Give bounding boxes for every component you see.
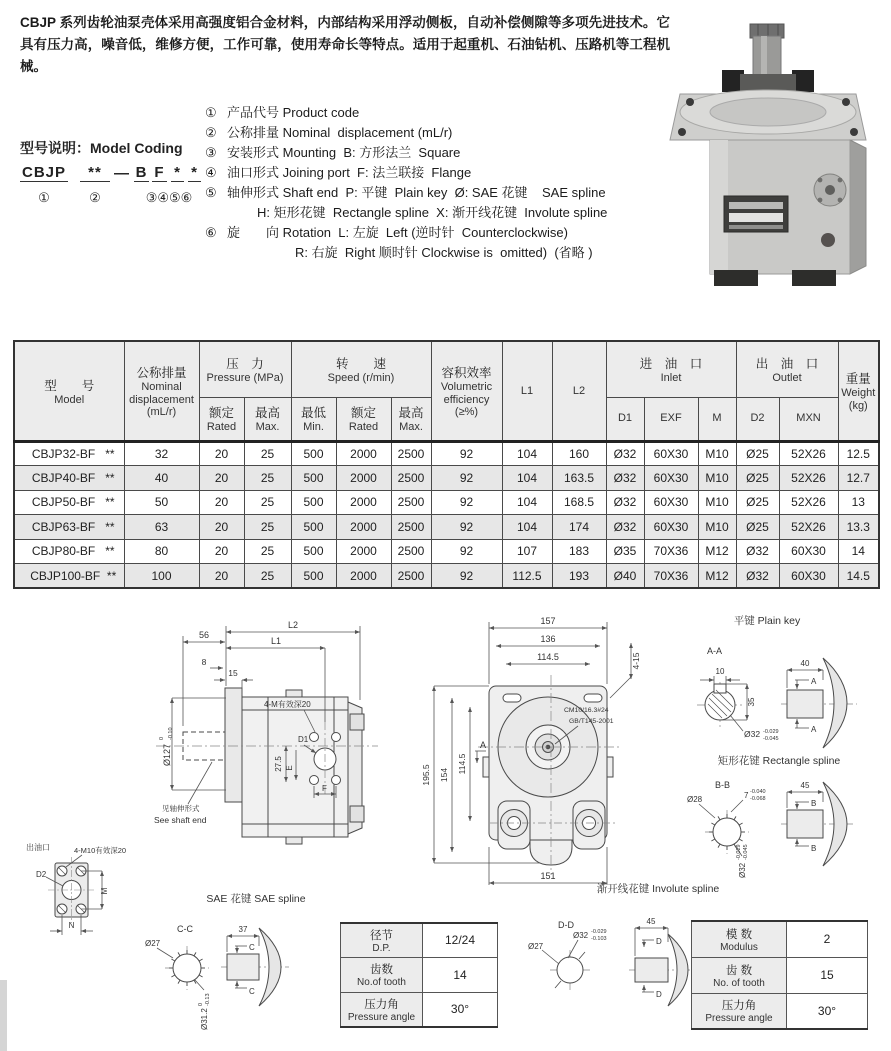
col-displacement: 公称排量 Nominal displacement (mL/r)	[124, 341, 199, 441]
dim-label: E	[285, 765, 294, 771]
code-part: **	[80, 164, 110, 182]
dim-label: Ø28	[687, 795, 703, 804]
tolerance-label: -0.045	[763, 736, 779, 742]
plain-key-title: 平键 Plain key	[733, 615, 801, 627]
sae-spline-table-container	[340, 922, 498, 1028]
center-spec: GB/T145-2001	[569, 718, 614, 725]
involute-spline-table-container	[691, 920, 868, 1030]
tolerance-label: -0.103	[591, 936, 607, 942]
legend-text: 油口形式 Joining port F: 法兰联接 Flange	[227, 165, 472, 180]
dim-label: 45	[646, 917, 656, 926]
dim-label: Ø32	[744, 729, 761, 739]
tolerance-label: -0.029	[591, 929, 607, 935]
legend-text: R: 右旋 Right 顺时针 Clockwise is omitted) (省略 )	[295, 245, 593, 260]
digit-group: ①	[38, 190, 50, 205]
table-row: CBJP40-BF ** 40 20 25 500 2000 2500 92 104 163.5 Ø32 60X30 M10 Ø25 52X26 12.7	[14, 466, 879, 491]
table-row: 压力角 Pressure angle 30°	[341, 992, 498, 1027]
dim-label: L2	[287, 620, 299, 630]
spec-table-header	[14, 341, 879, 441]
col-speed-min: 最低 Min.	[291, 397, 336, 441]
legend-item	[205, 123, 607, 143]
section-mark: A	[811, 725, 817, 734]
col-inlet: 进 油 口 Inlet	[606, 341, 736, 397]
model-coding-legend	[205, 103, 607, 263]
section-mark: D	[656, 990, 662, 999]
col-l1: L1	[502, 341, 552, 441]
legend-num: ⑥	[205, 225, 217, 240]
section-mark: C	[249, 987, 255, 996]
dim-label: Ø32	[738, 862, 747, 878]
col-speed-max: 最高 Max.	[391, 397, 431, 441]
dim-label: 56	[198, 630, 210, 640]
col-speed: 转 速 Speed (r/min)	[291, 341, 431, 397]
section-label: D-D	[558, 920, 574, 930]
drawing-front-view	[420, 595, 715, 895]
tolerance-label: 0	[198, 1002, 204, 1006]
table-row: CBJP50-BF ** 50 20 25 500 2000 2500 92 104 168.5 Ø32 60X30 M10 Ø25 52X26 13	[14, 490, 879, 515]
legend-num: ⑤	[205, 185, 217, 200]
dim-label: 45	[800, 781, 810, 790]
drawing-involute-spline	[518, 880, 720, 1050]
dim-label: 8	[201, 657, 207, 667]
col-pressure-rated: 额定 Rated	[199, 397, 244, 441]
tolerance-label: -0.029	[763, 729, 779, 735]
model-code	[20, 164, 201, 182]
dim-label: M	[100, 887, 109, 895]
port-thread-label: 4-M有效深20	[264, 700, 311, 709]
dim-label: N	[68, 921, 75, 930]
center-spec: CM10/16.3#24	[564, 707, 609, 714]
section-mark: B	[811, 799, 817, 808]
col-speed-rated: 额定 Rated	[336, 397, 391, 441]
scan-edge-artifact	[0, 980, 7, 1051]
bolt-spec-label: 4-M10有效深20	[74, 846, 127, 855]
section-mark: A	[480, 740, 487, 750]
table-row: 齿数 No.of tooth 14	[341, 957, 498, 992]
table-row: CBJP100-BF ** 100 20 25 500 2000 2500 92 112.5 193 Ø40 70X36 M12 Ø32 60X30 14.5	[14, 564, 879, 589]
legend-text: 轴伸形式 Shaft end P: 平键 Plain key Ø: SAE 花键 SAE spline	[227, 185, 606, 200]
tolerance-label: -0.040	[750, 789, 766, 795]
product-photo	[652, 18, 884, 290]
model-code-digits	[20, 190, 204, 206]
col-model: 型 号 Model	[14, 341, 124, 441]
legend-item	[205, 143, 607, 163]
involute-spline-title: 渐开线花键 Involute spline	[596, 883, 720, 895]
dim-label: Ø27	[145, 939, 161, 948]
tolerance-label: -0.029	[736, 844, 742, 860]
dim-label: 7	[744, 791, 749, 800]
dim-label: 40	[800, 659, 810, 668]
dim-label: 37	[238, 925, 248, 934]
col-l2: L2	[552, 341, 606, 441]
legend-text: 旋 向 Rotation L: 左旋 Left (逆时针 Counterclockwise)	[227, 225, 568, 240]
dim-label: 154	[439, 767, 449, 783]
section-mark: C	[249, 943, 255, 952]
legend-item	[205, 163, 607, 183]
col-weight: 重量 Weight (kg)	[838, 341, 879, 441]
dim-label: 151	[540, 871, 556, 881]
col-exf: EXF	[644, 397, 698, 441]
dim-label: F	[322, 784, 327, 793]
col-efficiency: 容积效率 Volumetric efficiency (≥%)	[431, 341, 502, 441]
legend-item-cont	[205, 203, 607, 223]
dim-label: 136	[540, 634, 556, 644]
legend-text: 公称排量 Nominal displacement (mL/r)	[227, 125, 453, 140]
digit-group: ②	[89, 190, 101, 205]
table-row: CBJP63-BF ** 63 20 25 500 2000 2500 92 104 174 Ø32 60X30 M10 Ø25 52X26 13.3	[14, 515, 879, 540]
table-row: 径节 D.P. 12/24	[341, 923, 498, 957]
col-pressure-max: 最高 Max.	[244, 397, 291, 441]
sae-spline-title: SAE 花键 SAE spline	[206, 893, 306, 905]
dim-label: 114.5	[457, 753, 467, 775]
section-mark: D	[656, 937, 662, 946]
section-label: A-A	[707, 646, 723, 656]
legend-num: ②	[205, 125, 217, 140]
dim-label: 10	[715, 667, 725, 676]
section-mark: A	[811, 677, 817, 686]
code-part: *	[188, 164, 201, 182]
section-label: C-C	[177, 924, 193, 934]
section-label: B-B	[715, 780, 731, 790]
digit-group: ③④⑤⑥	[145, 190, 193, 205]
dim-label: Ø32	[573, 931, 589, 940]
section-mark: B	[811, 844, 817, 853]
legend-item	[205, 103, 607, 123]
tolerance-label: 0	[159, 736, 165, 740]
legend-num: ①	[205, 105, 217, 120]
legend-text: 安装形式 Mounting B: 方形法兰 Square	[227, 145, 461, 160]
spec-table-body	[14, 441, 879, 588]
code-part: CBJP	[21, 164, 66, 181]
table-row: 齿 数 No. of tooth 15	[692, 957, 868, 993]
rect-spline-title: 矩形花键 Rectangle spline	[717, 755, 841, 767]
tolerance-label: -0.068	[750, 796, 766, 802]
tolerance-label: -0.13	[205, 993, 211, 1006]
spec-table-container	[13, 340, 880, 589]
col-d1: D1	[606, 397, 644, 441]
dim-label: 15	[228, 668, 238, 678]
dim-label: 114.5	[537, 652, 559, 662]
dim-label: 157	[540, 616, 556, 626]
dim-label: Ø127	[162, 743, 172, 766]
outlet-port-title: 出油口	[26, 843, 50, 852]
drawing-sae-spline	[143, 888, 348, 1048]
col-outlet: 出 油 口 Outlet	[736, 341, 838, 397]
shaft-note-cn: 见轴伸形式	[162, 804, 200, 813]
legend-text: 产品代号 Product code	[227, 105, 360, 120]
legend-item	[205, 183, 607, 203]
legend-item	[205, 223, 607, 243]
sae-spline-table	[340, 922, 498, 1028]
code-part: *	[171, 164, 184, 182]
code-part: F	[152, 164, 167, 182]
dim-label: 35	[747, 697, 756, 707]
dim-label: D2	[36, 870, 47, 879]
dim-label: Ø31.2	[200, 1008, 209, 1030]
tolerance-label: -0.10	[168, 727, 174, 740]
dim-label: 27.5	[274, 756, 283, 772]
table-row: 压力角 Pressure angle 30°	[692, 993, 868, 1029]
col-pressure: 压 力 Pressure (MPa)	[199, 341, 291, 397]
table-row: 模 数 Modulus 2	[692, 921, 868, 957]
pump-illustration	[670, 24, 866, 286]
dim-label: D1	[298, 735, 309, 744]
intro-paragraph: CBJP 系列齿轮油泵壳体采用高强度铝合金材料，内部结构采用浮动侧板，自动补偿侧隙等多项先进技术。它具有压力高，噪音低，维修方便，工作可靠，使用寿命长等特点。适用于起重机、石油钻机、压路机等工程机械。	[20, 15, 670, 74]
legend-text: H: 矩形花键 Rectangle spline X: 渐开线花键 Involute spline	[257, 205, 608, 220]
legend-num: ④	[205, 165, 217, 180]
dim-label: 195.5	[421, 764, 431, 786]
dim-label: 4-15	[631, 652, 641, 670]
involute-spline-table	[691, 920, 868, 1030]
model-coding-title: 型号说明：Model Coding	[20, 140, 183, 156]
legend-item-cont	[205, 243, 607, 263]
col-m: M	[698, 397, 736, 441]
col-d2: D2	[736, 397, 779, 441]
spec-table	[13, 340, 880, 589]
drawing-plain-key	[687, 610, 887, 755]
drawing-rect-spline	[687, 752, 887, 882]
tolerance-label: -0.045	[743, 844, 749, 860]
shaft-note-en: See shaft end	[154, 815, 207, 825]
rect-spline-geometry	[709, 782, 847, 866]
table-row: CBJP80-BF ** 80 20 25 500 2000 2500 92 107 183 Ø35 70X36 M12 Ø32 60X30 14	[14, 539, 879, 564]
dim-label: Ø27	[528, 942, 544, 951]
legend-num: ③	[205, 145, 217, 160]
dim-label: L1	[270, 636, 282, 646]
code-part: B	[135, 164, 148, 181]
table-row: CBJP32-BF ** 32 20 25 500 2000 2500 92 104 160 Ø32 60X30 M10 Ø25 52X26 12.5	[14, 441, 879, 466]
col-mxn: MXN	[779, 397, 838, 441]
code-part: —	[114, 165, 130, 182]
